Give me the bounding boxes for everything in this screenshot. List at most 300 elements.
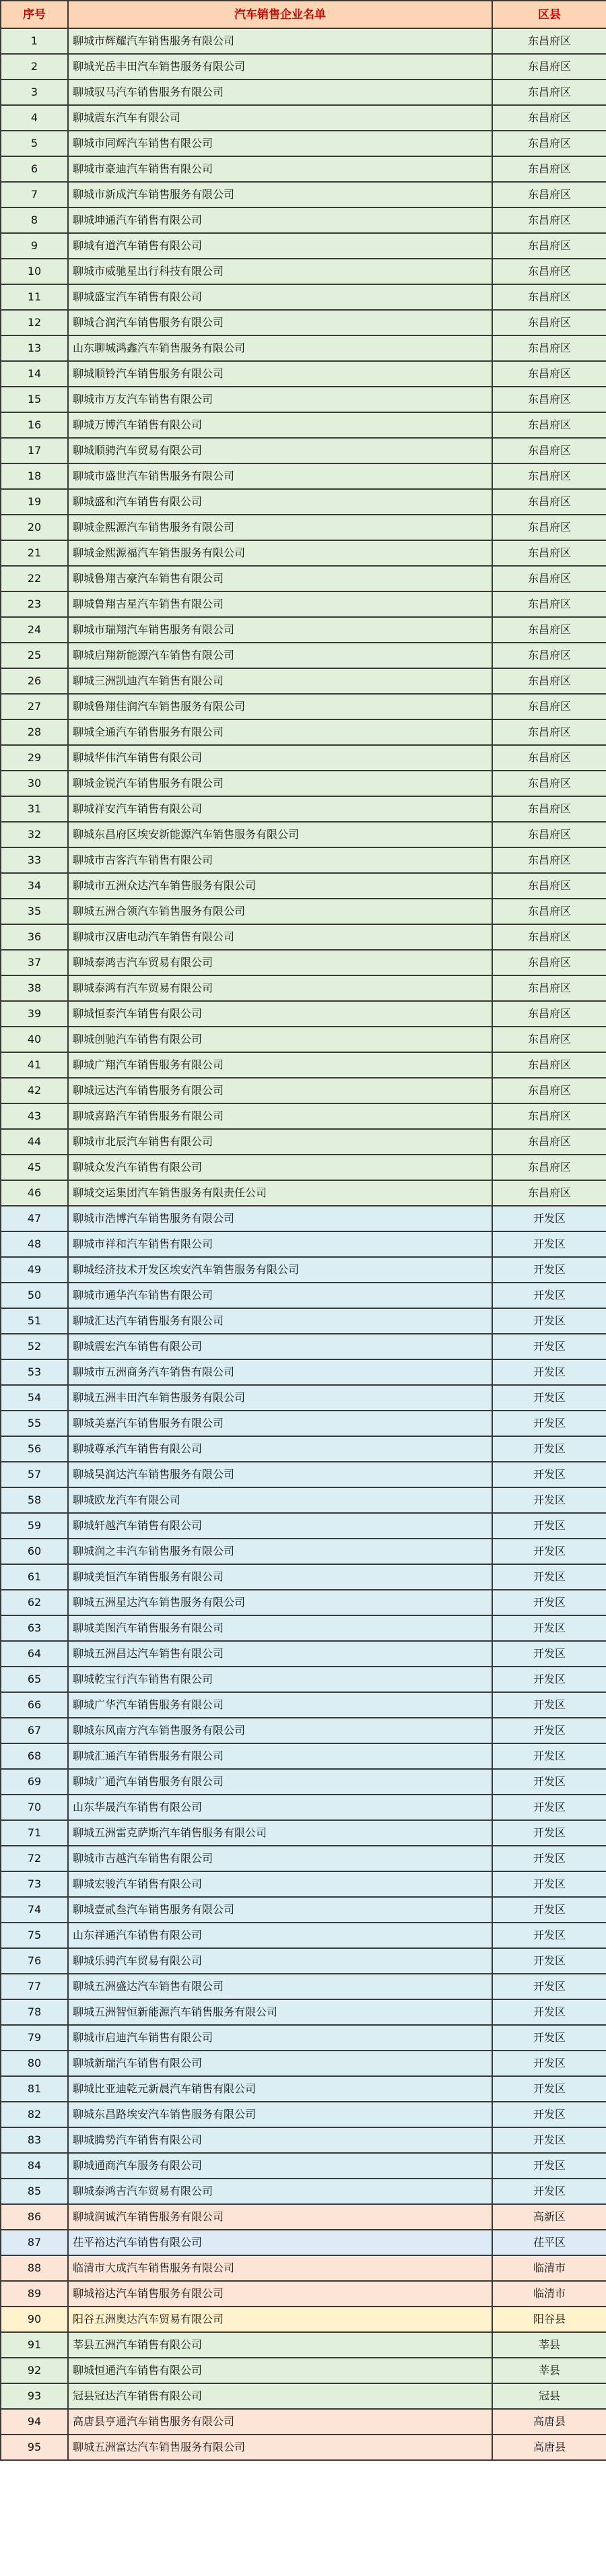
company-name: 聊城金熙源福汽车销售服务有限公司 bbox=[68, 540, 492, 566]
table-row bbox=[1, 1846, 606, 1871]
company-name: 聊城顺铃汽车销售服务有限公司 bbox=[68, 361, 492, 387]
district: 开发区 bbox=[492, 1974, 606, 1999]
company-name: 聊城华伟汽车销售有限公司 bbox=[68, 745, 492, 771]
district: 开发区 bbox=[492, 1897, 606, 1923]
district: 高新区 bbox=[492, 2204, 606, 2230]
row-index: 71 bbox=[1, 1820, 68, 1846]
row-index: 77 bbox=[1, 1974, 68, 1999]
district: 东昌府区 bbox=[492, 489, 606, 515]
row-index: 59 bbox=[1, 1513, 68, 1539]
row-index: 7 bbox=[1, 182, 68, 207]
company-name: 聊城五洲智恒新能源汽车销售服务有限公司 bbox=[68, 1999, 492, 2025]
row-index: 27 bbox=[1, 694, 68, 719]
district: 东昌府区 bbox=[492, 259, 606, 284]
district: 东昌府区 bbox=[492, 1001, 606, 1027]
district: 开发区 bbox=[492, 1718, 606, 1743]
table-row bbox=[1, 540, 606, 566]
company-name: 聊城市吉越汽车销售有限公司 bbox=[68, 1846, 492, 1871]
row-index: 70 bbox=[1, 1795, 68, 1820]
table-row bbox=[1, 387, 606, 412]
company-name: 聊城广翔汽车销售服务有限公司 bbox=[68, 1052, 492, 1078]
district: 东昌府区 bbox=[492, 105, 606, 131]
row-index: 35 bbox=[1, 899, 68, 924]
header-district: 区县 bbox=[492, 1, 606, 28]
company-name: 聊城市通华汽车销售有限公司 bbox=[68, 1283, 492, 1308]
company-name: 聊城市威驰星出行科技有限公司 bbox=[68, 259, 492, 284]
row-index: 53 bbox=[1, 1359, 68, 1385]
company-name: 聊城裕达汽车销售服务有限公司 bbox=[68, 2281, 492, 2307]
district: 东昌府区 bbox=[492, 899, 606, 924]
table-row bbox=[1, 2127, 606, 2153]
company-name: 聊城恒通汽车销售有限公司 bbox=[68, 2358, 492, 2383]
row-index: 60 bbox=[1, 1539, 68, 1564]
company-name: 聊城经济技术开发区埃安汽车销售服务有限公司 bbox=[68, 1257, 492, 1283]
table-row bbox=[1, 515, 606, 540]
row-index: 47 bbox=[1, 1206, 68, 1231]
table-row bbox=[1, 1897, 606, 1923]
table-row bbox=[1, 463, 606, 489]
company-name: 聊城广通汽车销售服务有限公司 bbox=[68, 1769, 492, 1795]
company-name: 聊城五洲丰田汽车销售服务有限公司 bbox=[68, 1385, 492, 1411]
company-name: 聊城市吉客汽车销售有限公司 bbox=[68, 847, 492, 873]
district: 东昌府区 bbox=[492, 131, 606, 156]
table-row bbox=[1, 1462, 606, 1487]
district: 开发区 bbox=[492, 1692, 606, 1718]
company-name: 聊城汇达汽车销售服务有限公司 bbox=[68, 1308, 492, 1334]
table-row bbox=[1, 1385, 606, 1411]
table-row bbox=[1, 1513, 606, 1539]
company-name: 聊城众发汽车销售有限公司 bbox=[68, 1155, 492, 1180]
company-name: 聊城东昌府区埃安新能源汽车销售服务有限公司 bbox=[68, 822, 492, 847]
row-index: 91 bbox=[1, 2332, 68, 2358]
row-index: 87 bbox=[1, 2230, 68, 2255]
row-index: 6 bbox=[1, 156, 68, 182]
table-row bbox=[1, 1999, 606, 2025]
table-row bbox=[1, 1564, 606, 1590]
row-index: 74 bbox=[1, 1897, 68, 1923]
district: 开发区 bbox=[492, 1334, 606, 1359]
company-name: 聊城恒泰汽车销售有限公司 bbox=[68, 1001, 492, 1027]
district: 东昌府区 bbox=[492, 873, 606, 899]
district: 东昌府区 bbox=[492, 745, 606, 771]
district: 东昌府区 bbox=[492, 1027, 606, 1052]
row-index: 30 bbox=[1, 771, 68, 796]
district: 东昌府区 bbox=[492, 1078, 606, 1103]
company-name: 聊城坤通汽车销售有限公司 bbox=[68, 207, 492, 233]
row-index: 68 bbox=[1, 1743, 68, 1769]
row-index: 73 bbox=[1, 1871, 68, 1897]
company-name: 聊城东风南方汽车销售服务有限公司 bbox=[68, 1718, 492, 1743]
row-index: 38 bbox=[1, 975, 68, 1001]
district: 开发区 bbox=[492, 1513, 606, 1539]
company-name: 聊城市新成汽车销售服务有限公司 bbox=[68, 182, 492, 207]
company-name: 聊城市浩博汽车销售服务有限公司 bbox=[68, 1206, 492, 1231]
row-index: 39 bbox=[1, 1001, 68, 1027]
row-index: 12 bbox=[1, 310, 68, 335]
district: 开发区 bbox=[492, 2102, 606, 2127]
district: 开发区 bbox=[492, 1283, 606, 1308]
company-name: 聊城鲁翔吉星汽车销售有限公司 bbox=[68, 591, 492, 617]
row-index: 85 bbox=[1, 2179, 68, 2204]
district: 东昌府区 bbox=[492, 668, 606, 694]
company-name: 聊城盛和汽车销售有限公司 bbox=[68, 489, 492, 515]
district: 莘县 bbox=[492, 2332, 606, 2358]
table-row bbox=[1, 1129, 606, 1155]
table-row bbox=[1, 182, 606, 207]
table-row bbox=[1, 2204, 606, 2230]
company-name: 聊城金锐汽车销售服务有限公司 bbox=[68, 771, 492, 796]
district: 东昌府区 bbox=[492, 1155, 606, 1180]
company-name: 聊城腾势汽车销售有限公司 bbox=[68, 2127, 492, 2153]
company-name: 聊城比亚迪乾元新晨汽车销售有限公司 bbox=[68, 2076, 492, 2102]
table-row bbox=[1, 2307, 606, 2332]
district: 东昌府区 bbox=[492, 1103, 606, 1129]
company-name: 山东祥通汽车销售有限公司 bbox=[68, 1923, 492, 1948]
row-index: 18 bbox=[1, 463, 68, 489]
row-index: 44 bbox=[1, 1129, 68, 1155]
table-row bbox=[1, 1974, 606, 1999]
district: 开发区 bbox=[492, 1846, 606, 1871]
district: 东昌府区 bbox=[492, 79, 606, 105]
district: 东昌府区 bbox=[492, 412, 606, 438]
company-name: 冠县冠达汽车销售有限公司 bbox=[68, 2383, 492, 2409]
district: 东昌府区 bbox=[492, 284, 606, 310]
district: 东昌府区 bbox=[492, 361, 606, 387]
table-row bbox=[1, 873, 606, 899]
row-index: 17 bbox=[1, 438, 68, 463]
table-row bbox=[1, 745, 606, 771]
table-row bbox=[1, 259, 606, 284]
table-row bbox=[1, 1078, 606, 1103]
company-name: 聊城欧龙汽车有限公司 bbox=[68, 1487, 492, 1513]
row-index: 49 bbox=[1, 1257, 68, 1283]
company-name: 聊城汇通汽车销售服务有限公司 bbox=[68, 1743, 492, 1769]
table-row bbox=[1, 771, 606, 796]
row-index: 55 bbox=[1, 1411, 68, 1436]
table-row bbox=[1, 591, 606, 617]
district: 东昌府区 bbox=[492, 515, 606, 540]
company-name: 聊城昊润达汽车销售服务有限公司 bbox=[68, 1462, 492, 1487]
table-row bbox=[1, 1257, 606, 1283]
company-name: 聊城远达汽车销售服务有限公司 bbox=[68, 1078, 492, 1103]
company-name: 聊城市五洲商务汽车销售有限公司 bbox=[68, 1359, 492, 1385]
table-header bbox=[1, 1, 606, 28]
company-name: 聊城市北辰汽车销售有限公司 bbox=[68, 1129, 492, 1155]
district: 开发区 bbox=[492, 1539, 606, 1564]
row-index: 22 bbox=[1, 566, 68, 591]
table-row bbox=[1, 847, 606, 873]
company-name: 聊城交运集团汽车销售服务有限责任公司 bbox=[68, 1180, 492, 1206]
district: 开发区 bbox=[492, 1769, 606, 1795]
table-row bbox=[1, 1052, 606, 1078]
district: 东昌府区 bbox=[492, 694, 606, 719]
row-index: 69 bbox=[1, 1769, 68, 1795]
table-row bbox=[1, 2025, 606, 2051]
district: 东昌府区 bbox=[492, 719, 606, 745]
row-index: 62 bbox=[1, 1590, 68, 1615]
header-row bbox=[1, 1, 606, 28]
row-index: 16 bbox=[1, 412, 68, 438]
row-index: 5 bbox=[1, 131, 68, 156]
table-row bbox=[1, 1743, 606, 1769]
table-row bbox=[1, 668, 606, 694]
table-row bbox=[1, 335, 606, 361]
row-index: 4 bbox=[1, 105, 68, 131]
row-index: 89 bbox=[1, 2281, 68, 2307]
company-name: 聊城市启迪汽车销售有限公司 bbox=[68, 2025, 492, 2051]
district: 东昌府区 bbox=[492, 847, 606, 873]
district: 东昌府区 bbox=[492, 643, 606, 668]
district: 东昌府区 bbox=[492, 950, 606, 975]
table-row bbox=[1, 1795, 606, 1820]
company-name: 聊城金熙源汽车销售服务有限公司 bbox=[68, 515, 492, 540]
company-name: 聊城市瑞翔汽车销售服务有限公司 bbox=[68, 617, 492, 643]
row-index: 26 bbox=[1, 668, 68, 694]
company-name: 聊城壹贰叁汽车销售服务有限公司 bbox=[68, 1897, 492, 1923]
company-name: 聊城东昌路埃安汽车销售服务有限公司 bbox=[68, 2102, 492, 2127]
row-index: 79 bbox=[1, 2025, 68, 2051]
district: 阳谷县 bbox=[492, 2307, 606, 2332]
table-row bbox=[1, 1615, 606, 1641]
row-index: 50 bbox=[1, 1283, 68, 1308]
company-name: 聊城市豪迪汽车销售有限公司 bbox=[68, 156, 492, 182]
district: 开发区 bbox=[492, 1564, 606, 1590]
table-row bbox=[1, 2435, 606, 2460]
row-index: 84 bbox=[1, 2153, 68, 2179]
district: 开发区 bbox=[492, 1948, 606, 1974]
district: 东昌府区 bbox=[492, 617, 606, 643]
company-name: 聊城五洲合领汽车销售服务有限公司 bbox=[68, 899, 492, 924]
row-index: 34 bbox=[1, 873, 68, 899]
company-name: 聊城震宏汽车销售有限公司 bbox=[68, 1334, 492, 1359]
table-row bbox=[1, 284, 606, 310]
table-row bbox=[1, 2230, 606, 2255]
row-index: 43 bbox=[1, 1103, 68, 1129]
district: 开发区 bbox=[492, 1257, 606, 1283]
table-row bbox=[1, 2076, 606, 2102]
table-row bbox=[1, 438, 606, 463]
table-row bbox=[1, 1718, 606, 1743]
district: 东昌府区 bbox=[492, 1180, 606, 1206]
row-index: 67 bbox=[1, 1718, 68, 1743]
row-index: 65 bbox=[1, 1667, 68, 1692]
row-index: 81 bbox=[1, 2076, 68, 2102]
row-index: 64 bbox=[1, 1641, 68, 1667]
table-row bbox=[1, 1411, 606, 1436]
table-row bbox=[1, 719, 606, 745]
table-row bbox=[1, 2383, 606, 2409]
row-index: 56 bbox=[1, 1436, 68, 1462]
company-name: 聊城美恒汽车销售服务有限公司 bbox=[68, 1564, 492, 1590]
row-index: 94 bbox=[1, 2409, 68, 2435]
district: 东昌府区 bbox=[492, 438, 606, 463]
table-row bbox=[1, 1436, 606, 1462]
company-name: 聊城市祥和汽车销售有限公司 bbox=[68, 1231, 492, 1257]
district: 东昌府区 bbox=[492, 310, 606, 335]
district: 东昌府区 bbox=[492, 182, 606, 207]
row-index: 86 bbox=[1, 2204, 68, 2230]
table-row bbox=[1, 1487, 606, 1513]
table-row bbox=[1, 233, 606, 259]
district: 东昌府区 bbox=[492, 796, 606, 822]
company-name: 临清市大成汽车销售服务有限公司 bbox=[68, 2255, 492, 2281]
row-index: 58 bbox=[1, 1487, 68, 1513]
row-index: 3 bbox=[1, 79, 68, 105]
table-row bbox=[1, 1948, 606, 1974]
row-index: 80 bbox=[1, 2051, 68, 2076]
district: 东昌府区 bbox=[492, 591, 606, 617]
table-row bbox=[1, 105, 606, 131]
company-name: 聊城五洲富达汽车销售服务有限公司 bbox=[68, 2435, 492, 2460]
table-row bbox=[1, 1103, 606, 1129]
row-index: 83 bbox=[1, 2127, 68, 2153]
company-name: 聊城五洲昌达汽车销售有限公司 bbox=[68, 1641, 492, 1667]
row-index: 36 bbox=[1, 924, 68, 950]
row-index: 40 bbox=[1, 1027, 68, 1052]
company-name: 聊城润之丰汽车销售服务有限公司 bbox=[68, 1539, 492, 1564]
row-index: 20 bbox=[1, 515, 68, 540]
district: 东昌府区 bbox=[492, 156, 606, 182]
table-row bbox=[1, 950, 606, 975]
table-row bbox=[1, 310, 606, 335]
company-name: 聊城通商汽车服务有限公司 bbox=[68, 2153, 492, 2179]
row-index: 93 bbox=[1, 2383, 68, 2409]
district: 东昌府区 bbox=[492, 233, 606, 259]
table-row bbox=[1, 2255, 606, 2281]
company-name: 茌平裕达汽车销售有限公司 bbox=[68, 2230, 492, 2255]
row-index: 8 bbox=[1, 207, 68, 233]
row-index: 33 bbox=[1, 847, 68, 873]
row-index: 15 bbox=[1, 387, 68, 412]
row-index: 11 bbox=[1, 284, 68, 310]
company-name: 聊城喜路汽车销售服务有限公司 bbox=[68, 1103, 492, 1129]
district: 开发区 bbox=[492, 1436, 606, 1462]
company-name: 聊城轩越汽车销售有限公司 bbox=[68, 1513, 492, 1539]
company-name: 山东聊城鸿鑫汽车销售服务有限公司 bbox=[68, 335, 492, 361]
district: 开发区 bbox=[492, 2025, 606, 2051]
company-name: 聊城创驰汽车销售有限公司 bbox=[68, 1027, 492, 1052]
row-index: 61 bbox=[1, 1564, 68, 1590]
row-index: 95 bbox=[1, 2435, 68, 2460]
table-row bbox=[1, 975, 606, 1001]
row-index: 76 bbox=[1, 1948, 68, 1974]
company-name: 聊城五洲雷克萨斯汽车销售服务有限公司 bbox=[68, 1820, 492, 1846]
district: 高唐县 bbox=[492, 2435, 606, 2460]
table-row bbox=[1, 412, 606, 438]
company-name: 聊城乾宝行汽车销售有限公司 bbox=[68, 1667, 492, 1692]
table-row bbox=[1, 2102, 606, 2127]
row-index: 88 bbox=[1, 2255, 68, 2281]
table-row bbox=[1, 28, 606, 54]
district: 开发区 bbox=[492, 1308, 606, 1334]
table-row bbox=[1, 2332, 606, 2358]
row-index: 14 bbox=[1, 361, 68, 387]
row-index: 24 bbox=[1, 617, 68, 643]
row-index: 57 bbox=[1, 1462, 68, 1487]
company-name: 聊城市盛世汽车销售服务有限公司 bbox=[68, 463, 492, 489]
table-row bbox=[1, 617, 606, 643]
table-row bbox=[1, 1283, 606, 1308]
district: 开发区 bbox=[492, 2076, 606, 2102]
table-row bbox=[1, 1871, 606, 1897]
district: 东昌府区 bbox=[492, 335, 606, 361]
district: 开发区 bbox=[492, 2127, 606, 2153]
district: 东昌府区 bbox=[492, 387, 606, 412]
company-name: 聊城新瑞汽车销售有限公司 bbox=[68, 2051, 492, 2076]
company-name: 聊城泰鸿吉汽车贸易有限公司 bbox=[68, 2179, 492, 2204]
district: 开发区 bbox=[492, 1641, 606, 1667]
table-row bbox=[1, 1206, 606, 1231]
district: 茌平区 bbox=[492, 2230, 606, 2255]
district: 开发区 bbox=[492, 1923, 606, 1948]
district: 开发区 bbox=[492, 1820, 606, 1846]
header-index: 序号 bbox=[1, 1, 68, 28]
table-row bbox=[1, 2153, 606, 2179]
row-index: 78 bbox=[1, 1999, 68, 2025]
district: 开发区 bbox=[492, 1743, 606, 1769]
district: 东昌府区 bbox=[492, 54, 606, 79]
row-index: 48 bbox=[1, 1231, 68, 1257]
district: 东昌府区 bbox=[492, 28, 606, 54]
district: 临清市 bbox=[492, 2281, 606, 2307]
district: 东昌府区 bbox=[492, 822, 606, 847]
table-row bbox=[1, 1334, 606, 1359]
company-name: 聊城全通汽车销售服务有限公司 bbox=[68, 719, 492, 745]
table-row bbox=[1, 79, 606, 105]
table-row bbox=[1, 489, 606, 515]
district: 东昌府区 bbox=[492, 207, 606, 233]
company-name: 阳谷五洲奥达汽车贸易有限公司 bbox=[68, 2307, 492, 2332]
table-row bbox=[1, 899, 606, 924]
district: 开发区 bbox=[492, 2153, 606, 2179]
row-index: 51 bbox=[1, 1308, 68, 1334]
table-row bbox=[1, 2051, 606, 2076]
company-name: 聊城美嘉汽车销售服务有限公司 bbox=[68, 1411, 492, 1436]
row-index: 2 bbox=[1, 54, 68, 79]
company-name: 山东华晟汽车销售有限公司 bbox=[68, 1795, 492, 1820]
company-name: 聊城美图汽车销售服务有限公司 bbox=[68, 1615, 492, 1641]
row-index: 46 bbox=[1, 1180, 68, 1206]
company-name: 聊城启翔新能源汽车销售有限公司 bbox=[68, 643, 492, 668]
company-name: 聊城市汉唐电动汽车销售有限公司 bbox=[68, 924, 492, 950]
district: 开发区 bbox=[492, 1206, 606, 1231]
district: 东昌府区 bbox=[492, 566, 606, 591]
company-name: 聊城驭马汽车销售服务有限公司 bbox=[68, 79, 492, 105]
company-name: 聊城光岳丰田汽车销售服务有限公司 bbox=[68, 54, 492, 79]
table-row bbox=[1, 1769, 606, 1795]
district: 东昌府区 bbox=[492, 463, 606, 489]
district: 开发区 bbox=[492, 2179, 606, 2204]
company-name: 聊城万博汽车销售有限公司 bbox=[68, 412, 492, 438]
table-row bbox=[1, 1155, 606, 1180]
row-index: 42 bbox=[1, 1078, 68, 1103]
company-name: 聊城祥安汽车销售有限公司 bbox=[68, 796, 492, 822]
table-row bbox=[1, 694, 606, 719]
row-index: 1 bbox=[1, 28, 68, 54]
district: 东昌府区 bbox=[492, 924, 606, 950]
district: 东昌府区 bbox=[492, 1052, 606, 1078]
row-index: 29 bbox=[1, 745, 68, 771]
district: 东昌府区 bbox=[492, 1129, 606, 1155]
table-row bbox=[1, 1667, 606, 1692]
row-index: 66 bbox=[1, 1692, 68, 1718]
table-row bbox=[1, 822, 606, 847]
district: 开发区 bbox=[492, 1999, 606, 2025]
header-company: 汽车销售企业名单 bbox=[68, 1, 492, 28]
row-index: 63 bbox=[1, 1615, 68, 1641]
company-name: 聊城泰鸿吉汽车贸易有限公司 bbox=[68, 950, 492, 975]
row-index: 28 bbox=[1, 719, 68, 745]
